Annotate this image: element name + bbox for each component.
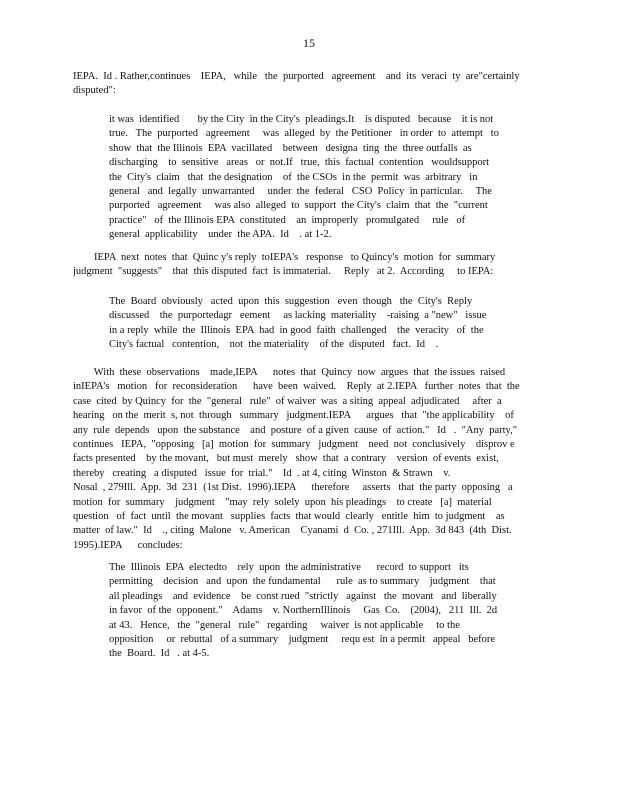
text-line: thereby creating a disputed issue for trial." Id . at 4, citing Winston & Strawn v.: [73, 467, 451, 479]
text-line: judgment "suggests" that this disputed fact is immaterial. Reply at 2. According to IEPA:: [73, 266, 494, 278]
text-line: the Board. Id . at 4-5.: [109, 648, 210, 660]
body-paragraph: [73, 251, 529, 280]
text-line: the City's claim that the designation of the CSOs in the permit was arbitrary in: [109, 171, 478, 183]
text-line: show that the Illinois EPA vacillated between designa ting the three outfalls as: [109, 142, 472, 154]
body-paragraph: [73, 70, 529, 99]
text-line: case cited by Quincy for the "general rule" of waiver was a siting appeal adjudicated after a: [73, 395, 502, 407]
text-line: at 43. Hence, the "general rule" regarding waiver is not applicable to the: [109, 619, 460, 631]
text-line: general applicability under the APA. Id . at 1-2.: [109, 229, 332, 241]
text-line: With these observations made,IEPA notes that Quincy now argues that the issues raised: [73, 367, 506, 378]
block-quote: [109, 113, 500, 243]
text-line: inIEPA's motion for reconsideration have been waived. Reply at 2.IEPA further notes that the: [73, 381, 520, 393]
text-line: true. The purported agreement was alleged by the Petitioner in order to attempt to: [109, 128, 499, 140]
text-line: hearing on the merit s, not through summary judgment.IEPA argues that "the applicability of: [73, 410, 514, 422]
text-line: 1995).IEPA concludes:: [73, 539, 183, 551]
text-line: discharging to sensitive areas or not.If true, this factual contention wouldsupport: [109, 157, 490, 169]
text-line: question of fact until the movant supplies facts that would clearly entitle him to judgment as: [73, 511, 505, 523]
block-quote: [109, 561, 500, 662]
text-line: matter of law." Id ., citing Malone v. American Cyanami d Co. , 271Ill. App. 3d 843 (4th Dist.: [73, 525, 512, 537]
text-line: permitting decision and upon the fundamental rule as to summary judgment that: [109, 576, 496, 588]
text-line: continues IEPA, "opposing [a] motion for summary judgment need not conclusively disprov e: [73, 439, 515, 451]
text-line: motion for summary judgment "may rely solely upon his pleadings to create [a] material: [73, 496, 492, 508]
text-line: it was identified by the City in the City's pleadings.It is disputed because it is not: [109, 114, 494, 125]
text-line: discussed the purportedagr eement as lacking materiality -raising a "new" issue: [109, 310, 487, 322]
text-line: The Illinois EPA electedto rely upon the administrative record to support its: [109, 562, 469, 573]
text-line: practice" of the Illinois EPA constituted an improperly promulgated rule of: [109, 214, 466, 226]
text-line: City's factual contention, not the materiality of the disputed fact. Id .: [109, 339, 439, 351]
text-line: IEPA next notes that Quinc y's reply toIEPA's response to Quincy's motion for summary: [73, 252, 496, 263]
text-line: in favor of the opponent." Adams v. NorthernIllinois Gas Co. (2004), 211 Ill. 2d: [109, 605, 498, 617]
text-line: IEPA. Id . Rather,continues IEPA, while the purported agreement and its veraci ty are"certainly: [73, 71, 520, 82]
text-line: any rule depends upon the substance and posture of a given cause of action." Id . "Any party,": [73, 424, 518, 436]
text-line: disputed":: [73, 85, 116, 97]
text-line: opposition or rebuttal of a summary judgment requ est in a permit appeal before: [109, 634, 496, 646]
text-line: Nosal , 279Ill. App. 3d 231 (1st Dist. 1996).IEPA therefore asserts that the party opposing a: [73, 482, 513, 494]
text-line: purported agreement was also alleged to support the City's claim that the "current: [109, 200, 488, 212]
text-line: facts presented by the movant, but must merely show that a contrary version of events exist,: [73, 453, 499, 465]
text-line: in a reply while the Illinois EPA had in good faith challenged the veracity of the: [109, 324, 484, 336]
text-line: all pleadings and evidence be const rued "strictly against the movant and liberally: [109, 590, 497, 602]
page-number: 15: [303, 36, 315, 50]
text-line: general and legally unwarranted under the federal CSO Policy in particular. The: [109, 186, 492, 198]
text-line: The Board obviously acted upon this suggestion even though the City's Reply: [109, 296, 473, 307]
block-quote: [109, 295, 500, 353]
body-paragraph: [73, 366, 529, 553]
